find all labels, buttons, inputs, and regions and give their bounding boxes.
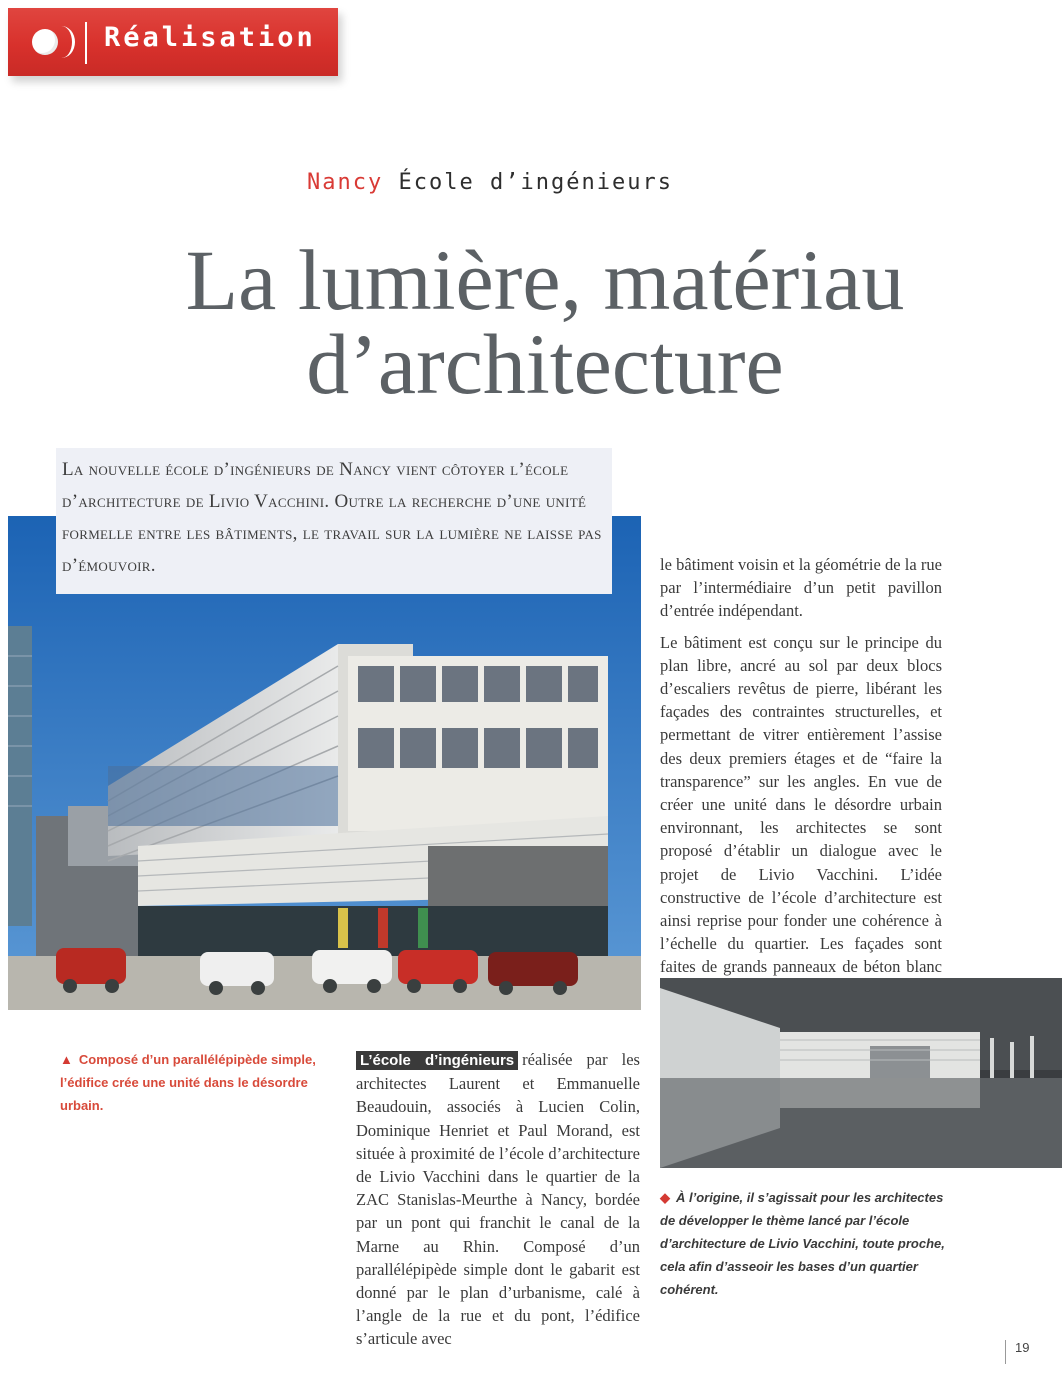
page-number: 19	[1015, 1340, 1030, 1355]
caption-left-text: Composé d’un parallélépipède simple, l’édifice crée une unité dans le désordre urbain.	[60, 1052, 316, 1113]
kicker-subject: École d’ingénieurs	[398, 170, 673, 195]
section-tag: L’école d’ingénieurs	[356, 1051, 518, 1070]
caption-right	[660, 1186, 950, 1301]
triangle-icon: ▲	[60, 1052, 73, 1067]
caption-left	[60, 1048, 330, 1117]
article-title	[120, 232, 970, 412]
middle-column-text: réalisée par les architectes Laurent et Emmanuelle Beaudouin, associés à Lucien Colin, Dominique Henriet et Paul Morand, est située à proximité de l’école d’architecture de Livio Vacchini dans le quartier de la ZAC Stanislas-Meurthe à Nancy, bordée par un pont qui franchit le canal de la Marne au Rhin. Composé d’un parallélépipède simple dont le gabarit est donné par le plan d’urbanisme, calé à l’angle de la rue et du pont, l’édifice s’articule avec	[356, 1050, 640, 1349]
kicker-city: Nancy	[307, 170, 384, 195]
right-paragraph-2: Le bâtiment est conçu sur le principe du plan libre, ancré au sol par deux blocs d’escaliers revêtus de pierre, libérant les façades des contraintes structurelles, et permettant de vitrer entièrement l’assise des deux premiers étages et de “faire la transparence” sur les angles. En vue de créer une unité dans le désordre urbain environnant, les architectes se sont proposé d’établir un dialogue avec le projet de Livio Vacchini. L’idée constructive de l’école d’architecture est ainsi reprise pour fonder une cohérence à l’échelle du quartier. Les façades sont faites de grands panneaux de béton blanc	[660, 632, 942, 977]
arc-icon	[48, 26, 75, 58]
section-label: Réalisation	[104, 22, 316, 53]
title-line-2: d’architecture	[306, 316, 784, 412]
right-paragraph-1: le bâtiment voisin et la géométrie de la rue par l’intermédiaire d’un petit pavillon d’entrée indépendant.	[660, 555, 942, 621]
article-kicker	[0, 170, 980, 195]
caption-right-text: À l’origine, il s’agissait pour les architectes de développer le thème lancé par l’école d’architecture de Livio Vacchini, toute proche, cela afin d’asseoir les bases d’un quartier cohérent.	[660, 1190, 945, 1297]
section-tab	[8, 8, 338, 76]
right-column	[660, 553, 942, 1010]
inset-photo	[660, 978, 1062, 1168]
title-line-1: La lumière, matériau	[185, 232, 905, 328]
middle-column	[356, 1048, 640, 1351]
diamond-icon: ◆	[660, 1190, 670, 1205]
tab-divider	[85, 22, 87, 64]
lead-paragraph: La nouvelle école d’ingénieurs de Nancy vient côtoyer l’école d’architecture de Livio Vacchini. Outre la recherche d’une unité formelle entre les bâtiments, le travail sur la lumière ne laisse pas d’émouvoir.	[62, 459, 602, 576]
page-number-rule	[1005, 1340, 1006, 1364]
